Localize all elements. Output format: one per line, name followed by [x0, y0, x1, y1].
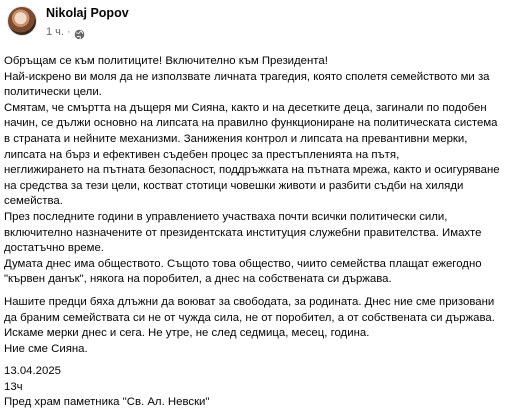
post-meta: [46, 25, 85, 39]
post-line: включително назначените от президентската институция служебни правителства. Имахте: [4, 226, 482, 239]
post-body: [4, 54, 516, 410]
post-line: Смятам, че смъртта на дъщеря ми Сияна, както и на десетките деца, загинали по подобен: [4, 101, 487, 114]
post-line: начин, се дължи основно на липсата на правилно функциониране на политическата система: [4, 117, 498, 130]
post-line: През последните години в управлението участваха почти всички политически сили,: [4, 210, 448, 223]
post-header: [0, 0, 520, 46]
post-line: Най-искрено ви моля да не използвате личната трагедия, която сполетя семейството ми за: [4, 70, 490, 83]
paragraph-gap: [4, 288, 516, 295]
post-date: 13.04.2025: [4, 365, 62, 378]
post-line: Нашите предци бяха длъжни да воюват за свободата, за родината. Днес ние сме призовани: [4, 295, 495, 308]
post-line: достатъчно време.: [4, 242, 104, 255]
post-line: Ние сме Сияна.: [4, 342, 88, 355]
paragraph-gap: [4, 357, 516, 364]
post-time[interactable]: 1 ч.: [46, 26, 64, 38]
meta-separator: ·: [66, 26, 71, 38]
post-line: на средства за тези цели, костват стотици човешки животи и разбити съдби на хиляди: [4, 179, 464, 192]
post-location: Пред храм паметника "Св. Ал. Невски": [4, 396, 210, 409]
post-line: неглижирането на пътната безопасност, поддръжката на пътната мрежа, както и осигуряване: [4, 164, 500, 177]
avatar[interactable]: [7, 6, 37, 36]
post-hour: 13ч: [4, 380, 23, 393]
post-line: Думата днес има обществото. Същото това общество, чиито семейства плащат ежегодно: [4, 257, 482, 270]
post-line: Искаме мерки днес и сега. Не утре, не след седмица, месец, година.: [4, 327, 370, 340]
post-line: Обръщам се към политиците! Включително към Президента!: [4, 55, 328, 67]
globe-icon[interactable]: [74, 27, 85, 38]
post-line: политически цели.: [4, 86, 102, 99]
post-line: "кървен данък", някога на поробител, а днес на собствената си държава.: [4, 273, 392, 286]
post-line: да браним семействата си не от чужда сила, не от поробител, а от собствената си държава.: [4, 311, 495, 324]
post-line: семейства.: [4, 195, 63, 208]
author-name[interactable]: Nikolaj Popov: [46, 6, 129, 20]
post-line: липсата на бърз и ефективен съдебен процес за престъпленията на пътя,: [4, 148, 400, 161]
post-line: в страната и нейните механизми. Занижения контрол и липсата на превантивни мерки,: [4, 132, 468, 145]
